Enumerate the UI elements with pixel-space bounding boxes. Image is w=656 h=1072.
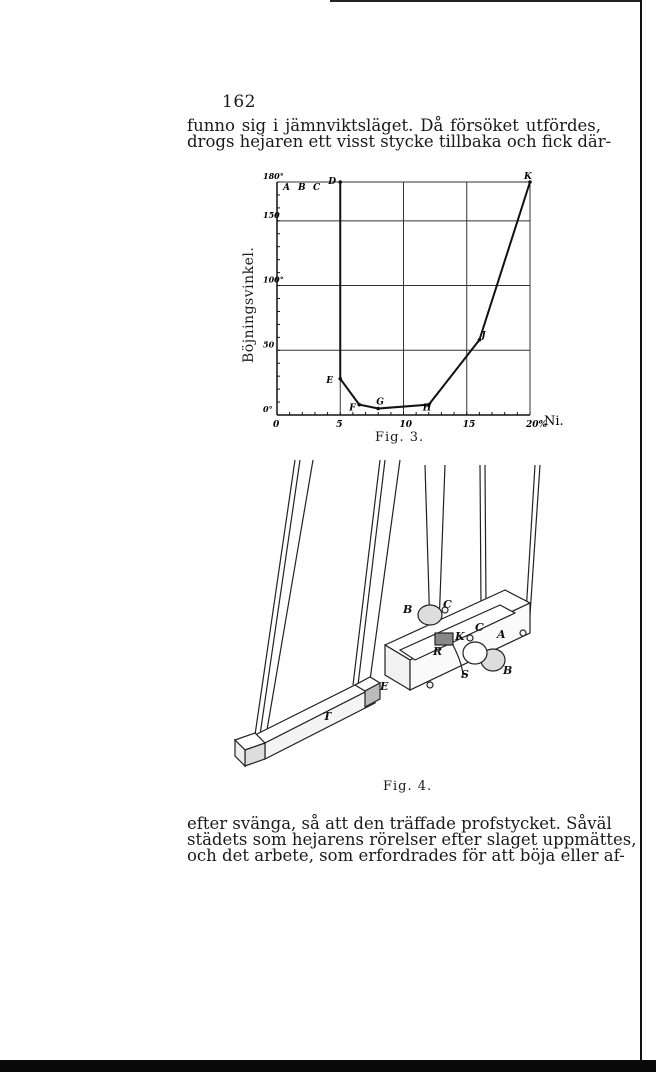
point-label-F: F bbox=[349, 403, 356, 414]
point-label-G: G bbox=[376, 397, 384, 408]
x-tick-label: 5 bbox=[336, 420, 343, 430]
wire bbox=[260, 460, 300, 735]
paragraph-bottom bbox=[187, 814, 637, 865]
y-tick-label: 0° bbox=[263, 404, 273, 414]
cylinder-b-top bbox=[418, 605, 442, 625]
figure-4-apparatus bbox=[225, 455, 565, 775]
figure-4-caption: Fig. 4. bbox=[383, 779, 433, 794]
wire bbox=[480, 465, 481, 605]
label-A: A bbox=[497, 628, 506, 641]
point-label-D: D bbox=[328, 177, 337, 187]
data-point-D bbox=[338, 180, 342, 184]
text-line: funno sig i jämnviktsläget. Då försöket utfördes, bbox=[187, 116, 601, 135]
x-tick-label: 0 bbox=[273, 420, 280, 430]
label-T: T bbox=[323, 710, 332, 723]
point-label-K: K bbox=[524, 172, 532, 182]
point-label-E: E bbox=[326, 375, 334, 386]
y-tick-label: 180° bbox=[263, 171, 284, 181]
top-label: A bbox=[283, 183, 290, 193]
figure-3-caption: Fig. 3. bbox=[375, 430, 425, 445]
series-line bbox=[340, 182, 530, 409]
wire bbox=[485, 465, 486, 605]
scan-bottom-band bbox=[0, 1060, 656, 1072]
y-tick-label: 50 bbox=[263, 339, 275, 350]
text-line: efter svänga, så att den träffade profstycket. Såväl bbox=[187, 814, 612, 833]
text-line: drogs hejaren ett visst stycke tillbaka och fick där- bbox=[187, 132, 612, 151]
label-C-top: C bbox=[443, 598, 452, 611]
top-label: B bbox=[298, 183, 306, 193]
label-E: E bbox=[380, 680, 389, 693]
wire bbox=[267, 460, 313, 730]
specimen bbox=[435, 633, 453, 645]
chart-ticks bbox=[263, 171, 564, 430]
label-S: S bbox=[461, 668, 469, 681]
figure-3-chart bbox=[255, 170, 575, 430]
top-label: C bbox=[313, 183, 321, 193]
x-tick-label: 10 bbox=[399, 420, 413, 430]
top-rule bbox=[330, 0, 640, 2]
paragraph-top bbox=[187, 116, 612, 151]
y-tick-label: 150 bbox=[263, 209, 280, 220]
y-axis-label: Böjningsvinkel. bbox=[241, 246, 257, 363]
wire bbox=[358, 460, 385, 685]
y-tick-label: 100° bbox=[263, 274, 284, 285]
data-point-E bbox=[338, 377, 342, 381]
wire bbox=[529, 465, 540, 630]
chart-series bbox=[338, 180, 531, 410]
page-edge-line bbox=[640, 0, 642, 1072]
label-C-mid: C bbox=[475, 621, 484, 634]
wire bbox=[353, 460, 380, 685]
text-line: städets som hejarens rörelser efter slaget uppmättes, bbox=[187, 830, 637, 849]
label-K: K bbox=[455, 630, 465, 643]
data-point-F bbox=[357, 403, 361, 407]
x-tick-label: 15 bbox=[462, 420, 476, 430]
label-R: R bbox=[433, 645, 443, 658]
label-B-top: B bbox=[403, 603, 413, 616]
point-label-J: J bbox=[481, 330, 486, 341]
page-number: 162 bbox=[222, 92, 256, 112]
label-B-right: B bbox=[503, 664, 513, 677]
text-line: och det arbete, som erfordrades för att böja eller af- bbox=[187, 846, 625, 865]
point-label-H: H bbox=[422, 403, 432, 414]
x-tick-label: 20% bbox=[526, 420, 548, 430]
x-axis-unit: Ni. bbox=[544, 414, 564, 429]
